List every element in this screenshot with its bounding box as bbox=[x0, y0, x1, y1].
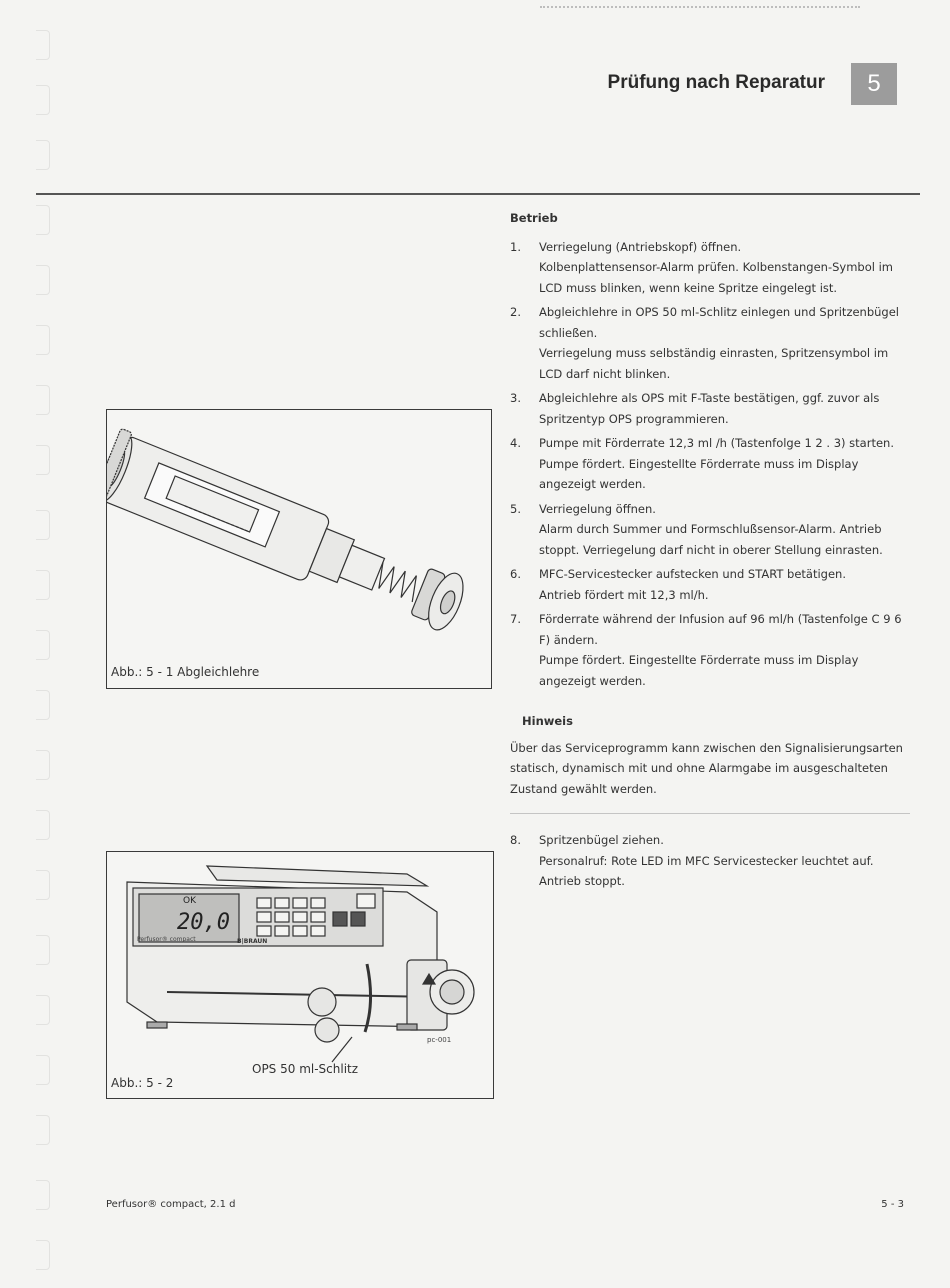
punch-mark bbox=[36, 140, 50, 170]
step-number: 6. bbox=[510, 567, 521, 581]
slot-callout: OPS 50 ml-Schlitz bbox=[252, 1062, 359, 1076]
punch-mark bbox=[36, 995, 50, 1025]
punch-mark bbox=[36, 1115, 50, 1145]
figure-perfusor-pump bbox=[106, 851, 494, 1099]
punch-mark bbox=[36, 1180, 50, 1210]
punch-mark bbox=[36, 935, 50, 965]
step-number: 8. bbox=[510, 833, 521, 847]
lcd-rate-readout: 20,0 bbox=[177, 910, 230, 935]
figure-code: pc-001 bbox=[427, 1036, 452, 1044]
instructions-column bbox=[510, 208, 910, 896]
lcd-ok-readout: OK bbox=[183, 896, 196, 906]
step-number: 5. bbox=[510, 501, 521, 516]
step-subtext: Verriegelung muss selbständig einrasten, Spritzensymbol im LCD darf nicht blinken. bbox=[539, 346, 889, 381]
punch-mark bbox=[36, 385, 50, 415]
chapter-number-badge: 5 bbox=[851, 63, 897, 105]
step-subtext: Antrieb fördert mit 12,3 ml/h. bbox=[539, 587, 709, 602]
punch-mark bbox=[36, 1055, 50, 1085]
footer-document-id: Perfusor® compact, 2.1 d bbox=[106, 1199, 236, 1210]
step-number: 1. bbox=[510, 239, 521, 254]
step-item bbox=[510, 609, 910, 691]
punch-mark bbox=[36, 870, 50, 900]
step-text: Verriegelung öffnen. bbox=[539, 501, 656, 516]
punch-mark bbox=[36, 570, 50, 600]
step-item bbox=[510, 237, 910, 299]
punch-mark bbox=[36, 325, 50, 355]
step-subtext: Alarm durch Summer und Formschlußsensor-Alarm. Antrieb stoppt. Verriegelung darf nicht in oberer Stellung einrasten. bbox=[539, 522, 883, 557]
punch-mark bbox=[36, 690, 50, 720]
step-text: Spritzenbügel ziehen. bbox=[539, 833, 664, 847]
punch-mark bbox=[36, 750, 50, 780]
punch-mark bbox=[36, 30, 50, 60]
punch-mark bbox=[36, 630, 50, 660]
punch-mark bbox=[36, 445, 50, 475]
footer-page-number: 5 - 3 bbox=[881, 1199, 904, 1210]
step-text: Abgleichlehre als OPS mit F-Taste bestätigen, ggf. zuvor als Spritzentyp OPS programmieren. bbox=[539, 391, 880, 426]
calibration-gauge-illustration bbox=[107, 410, 491, 688]
punch-mark bbox=[36, 205, 50, 235]
pump-maker-label: B|BRAUN bbox=[237, 938, 268, 945]
figure-caption: Abb.: 5 - 1 Abgleichlehre bbox=[111, 665, 260, 679]
scan-artifact bbox=[540, 6, 860, 8]
step-item bbox=[510, 388, 910, 429]
pump-brand-label: Perfusor® compact bbox=[137, 936, 196, 943]
step-number: 4. bbox=[510, 436, 521, 450]
step-item bbox=[510, 564, 910, 605]
step-number: 2. bbox=[510, 305, 521, 319]
punch-mark bbox=[36, 265, 50, 295]
step-item bbox=[510, 499, 910, 561]
punch-mark bbox=[36, 1240, 50, 1270]
step-subtext: Pumpe fördert. Eingestellte Förderrate muss im Display angezeigt werden. bbox=[539, 653, 859, 688]
step-number: 7. bbox=[510, 612, 521, 626]
punch-mark bbox=[36, 85, 50, 115]
step-number: 3. bbox=[510, 391, 521, 405]
punch-mark bbox=[36, 810, 50, 840]
step-text: MFC-Servicestecker aufstecken und START betätigen. bbox=[539, 567, 846, 581]
step-text: Verriegelung (Antriebskopf) öffnen. bbox=[539, 239, 742, 254]
step-subtext: Personalruf: Rote LED im MFC Servicestecker leuchtet auf. Antrieb stoppt. bbox=[539, 853, 874, 888]
figure-calibration-gauge bbox=[106, 409, 492, 689]
header-rule bbox=[36, 193, 920, 195]
step-text: Förderrate während der Infusion auf 96 ml/h (Tastenfolge C 9 6 F) ändern. bbox=[539, 612, 902, 647]
punch-mark bbox=[36, 510, 50, 540]
step-item bbox=[510, 302, 910, 384]
step-text: Pumpe mit Förderrate 12,3 ml /h (Tastenfolge 1 2 . 3) starten. bbox=[539, 436, 894, 450]
step-subtext: Kolbenplattensensor-Alarm prüfen. Kolbenstangen-Symbol im LCD muss blinken, wenn keine Spritze eingelegt ist. bbox=[539, 260, 893, 295]
note-text: Über das Serviceprogramm kann zwischen den Signalisierungsarten statisch, dynamisch mit und ohne Alarmgabe im ausgeschalteten Zustand gewählt werden. bbox=[510, 738, 910, 815]
step-subtext: Pumpe fördert. Eingestellte Förderrate muss im Display angezeigt werden. bbox=[539, 456, 859, 491]
step-text: Abgleichlehre in OPS 50 ml-Schlitz einlegen und Spritzenbügel schließen. bbox=[539, 305, 899, 340]
chapter-title: Prüfung nach Reparatur bbox=[607, 72, 825, 93]
figure-caption: Abb.: 5 - 2 bbox=[111, 1076, 174, 1090]
section-title: Betrieb bbox=[510, 211, 558, 225]
step-item bbox=[510, 433, 910, 495]
note-title: Hinweis bbox=[522, 714, 573, 728]
step-item bbox=[510, 830, 910, 892]
